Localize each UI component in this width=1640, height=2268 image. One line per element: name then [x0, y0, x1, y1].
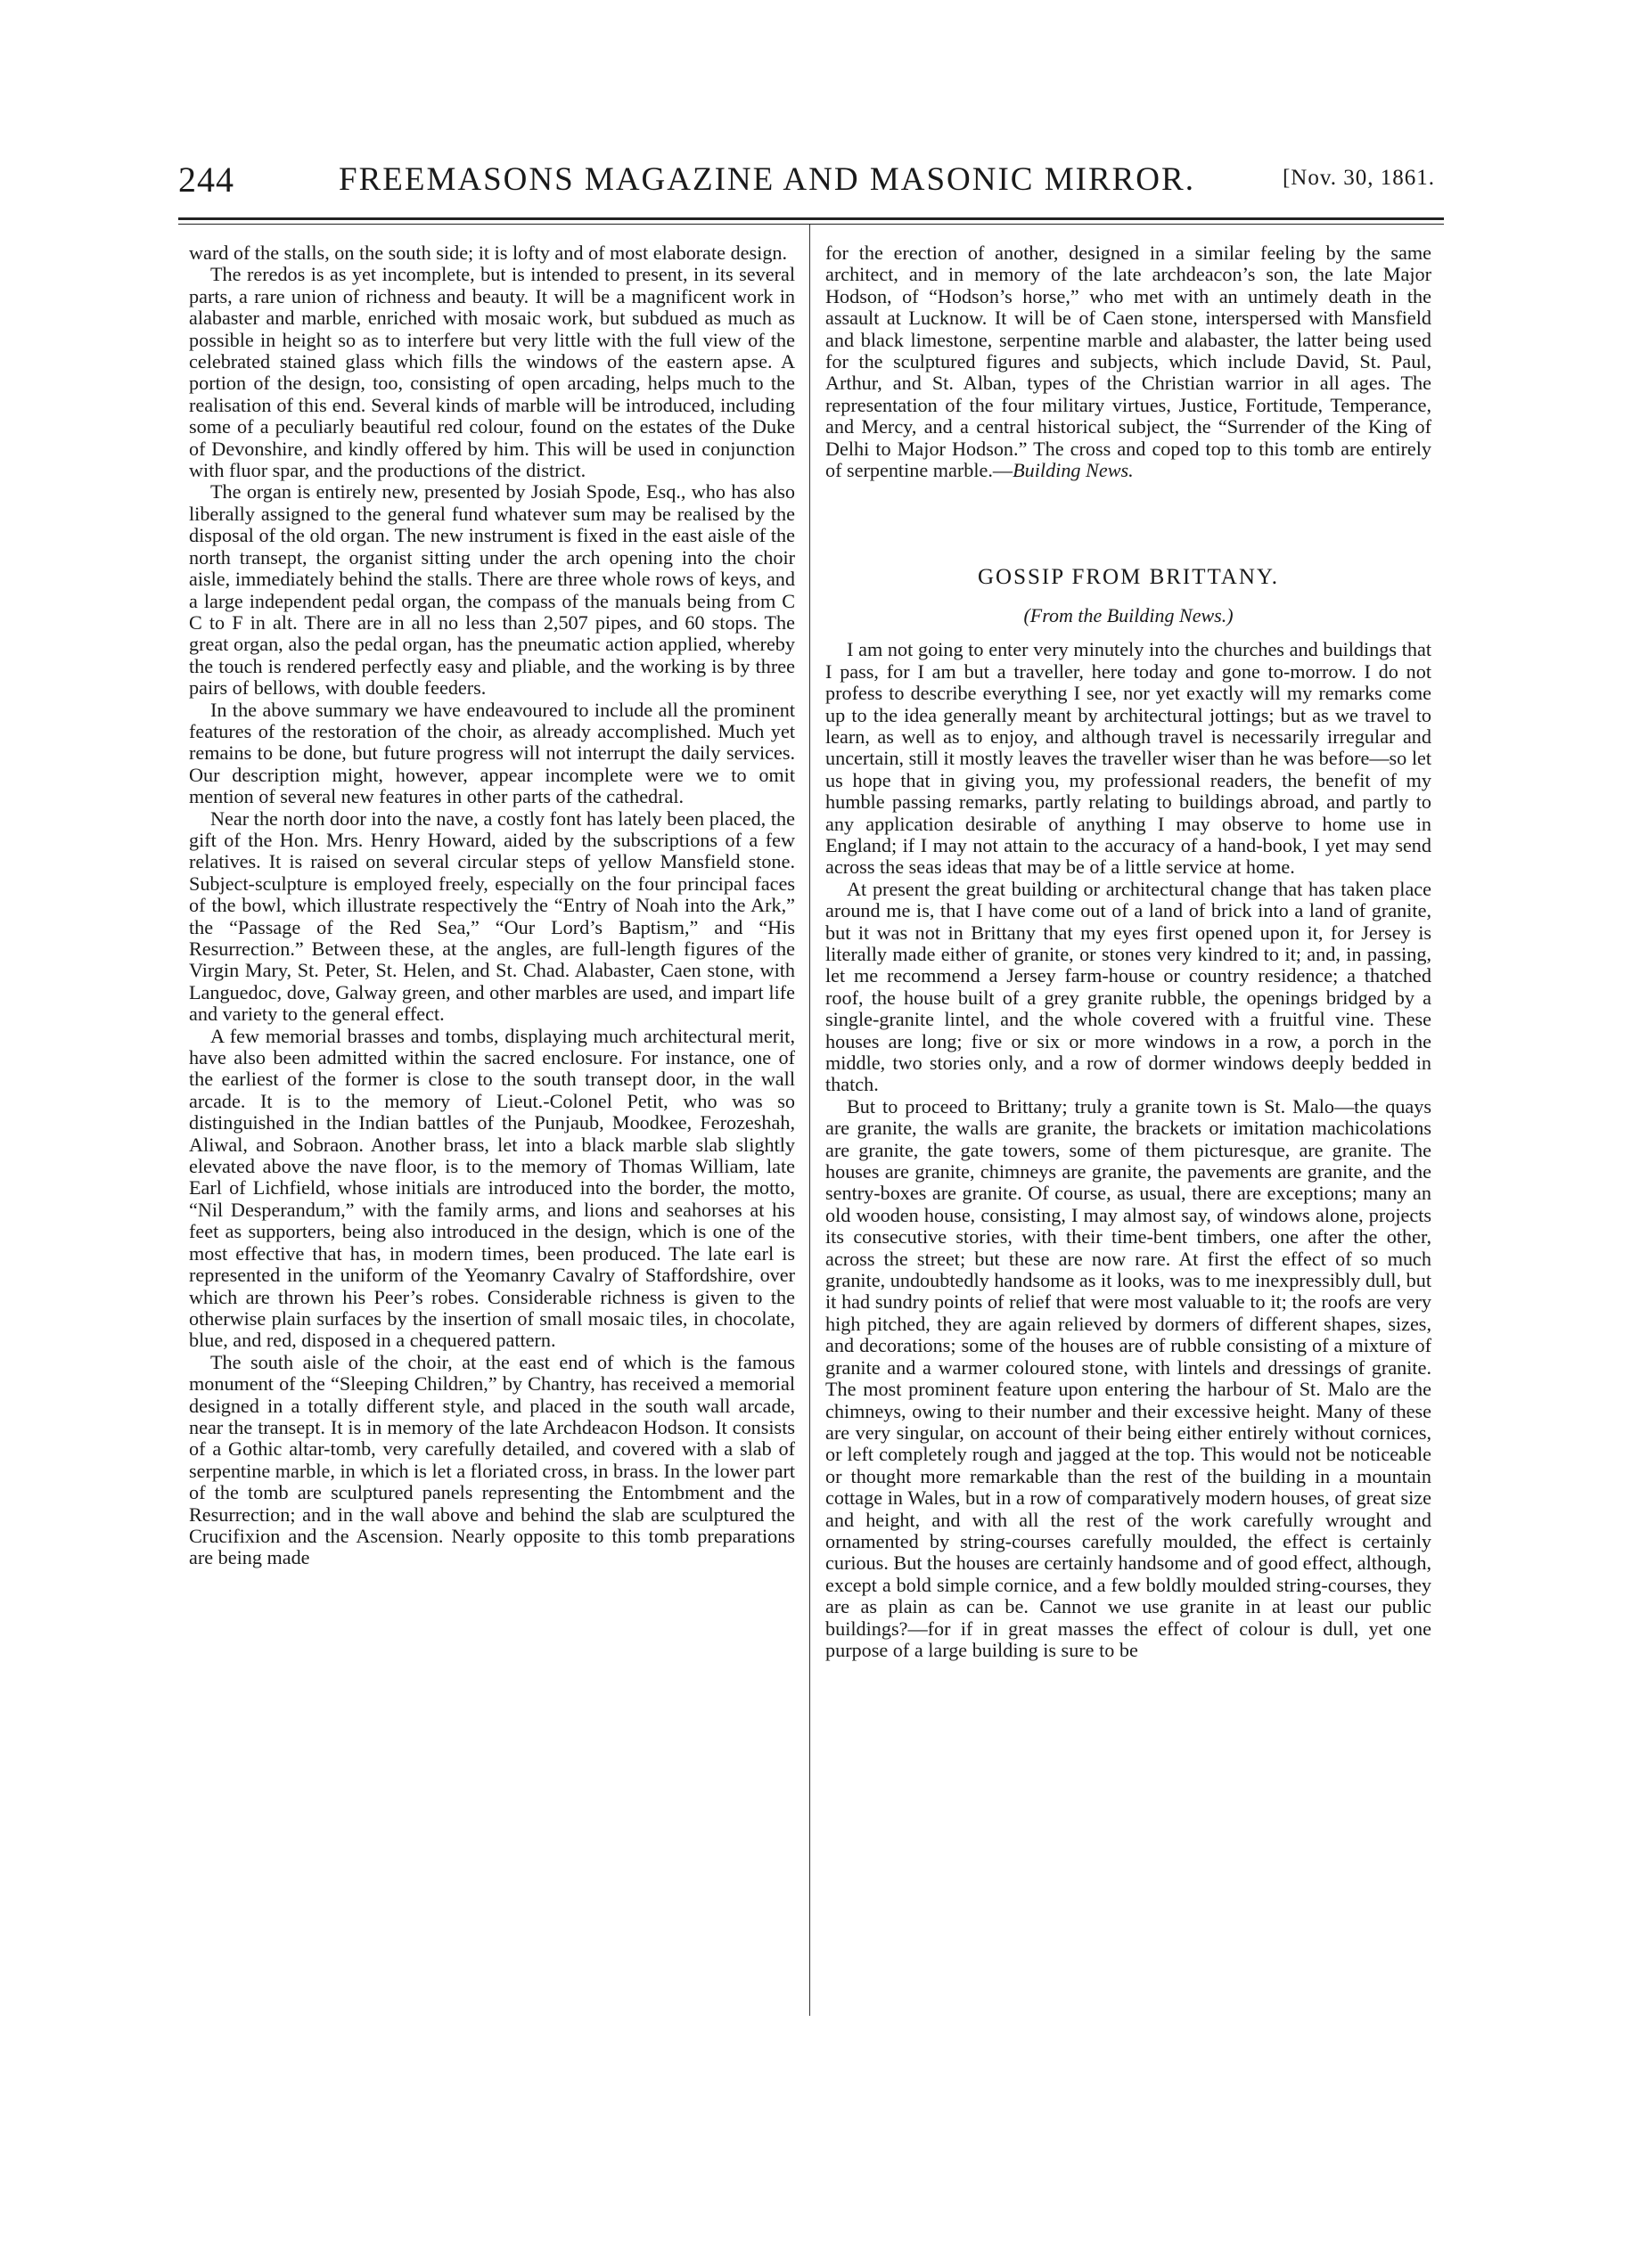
- continued-paragraph: [825, 242, 1431, 481]
- paragraph: The organ is entirely new, presented by Josiah Spode, Esq., who has also liberally assigned to the general fund whatever sum may be realised by the disposal of the old organ. The new instrument is fixed in the east aisle of the north transept, the organist sitting under the arch opening into the choir aisle, immediately behind the stalls. There are three whole rows of keys, and a large independent pedal organ, the compass of the manuals being from C C to F in alt. There are in all no less than 2,507 pipes, and 60 stops. The great organ, also the pedal organ, has the pneumatic action applied, whereby the touch is rendered perfectly easy and pliable, and the working is by three pairs of bellows, with double feeders.: [189, 480, 795, 700]
- article-title: GOSSIP FROM BRITTANY.: [978, 565, 1279, 590]
- paragraph: In the above summary we have endeavoured to include all the prominent features of the restoration of the choir, as already accomplished. Much yet remains to be done, but future progress will not interrupt the daily services. Our description might, however, appear incomplete were we to omit mention of several new features in other parts of the cathedral.: [189, 698, 795, 808]
- magazine-title: FREEMASONS MAGAZINE AND MASONIC MIRROR.: [339, 161, 1195, 198]
- page-header: [178, 159, 1444, 212]
- paragraph: At present the great building or architectural change that has taken place around me is, that I have come out of a land of brick into a land of granite, but it was not in Brittany that my eyes first opened upon it, for Jersey is literally made either of granite, or stones very kindred to it; and, in passing, let me recommend a Jersey farm-house or country residence; a thatched roof, the house built of a grey granite rubble, the openings bridged by a single-granite lintel, and the whole covered with a fruitful vine. These houses are long; five or six or more windows in a row, a porch in the middle, two stories only, and a row of dormer windows deeply bedded in thatch.: [825, 877, 1431, 1096]
- column-divider: [809, 225, 810, 2016]
- source-signoff: Building News.: [1013, 459, 1134, 482]
- continuation-text: for the erection of another, designed in a similar feeling by the same architect, and in memory of the late archdeacon’s son, the late Major Hodson, of “Hodson’s horse,” who met with an untimely death in the assault at Lucknow. It will be of Caen stone, interspersed with Mansfield and black limestone, serpentine marble and alabaster, the latter being used for the sculptured figures and subjects, which include David, St. Paul, Arthur, and St. Alban, types of the Christian warrior in all ages. The representation of the four military virtues, Justice, Fortitude, Temperance, and Mercy, and a central historical subject, the “Surrender of the King of Delhi to Major Hodson.” The cross and coped top to this tomb are entirely of serpentine marble.—: [825, 242, 1431, 482]
- header-rule-thick: [178, 217, 1444, 220]
- paragraph: But to proceed to Brittany; truly a granite town is St. Malo—the quays are granite, the walls are granite, the brackets or imitation machicolations are granite, the gate towers, some of them picturesque, are granite. The houses are granite, chimneys are granite, the pavements are granite, and the sentry-boxes are granite. Of course, as usual, there are exceptions; many an old wooden house, consisting, I may almost say, of windows alone, projects its consecutive stories, with their time-bent timbers, one after the other, across the street; but these are now rare. At first the effect of so much granite, undoubtedly handsome as it looks, was to me inexpressibly dull, but it had sundry points of relief that were most valuable to it; the roofs are very high pitched, they are again relieved by dormers of different shapes, sizes, and decorations; some of the houses are of rubble consisting of a mixture of granite and a warmer coloured stone, with lintels and dressings of granite. The most prominent feature upon entering the harbour of St. Malo are the chimneys, owing to their number and their excessive height. Many of these are very singular, on account of their being either entirely without cornices, or left completely rough and jagged at the top. This would not be noticeable or thought more remarkable than the rest of the building in a mountain cottage in Wales, but in a row of comparatively modern houses, of great size and height, and with all the rest of the work carefully wrought and ornamented by string-courses carefully moulded, the effect is certainly curious. But the houses are certainly handsome and of good effect, although, except a bold simple cornice, and a few boldly moulded string-courses, they are as plain as can be. Cannot we use granite in at least our public buildings?—for if in great masses the effect of colour is dull, yet one purpose of a large building is sure to be: [825, 1094, 1431, 1661]
- left-column: [189, 242, 795, 1569]
- paragraph: Near the north door into the nave, a costly font has lately been placed, the gift of the Hon. Mrs. Henry Howard, aided by the subscriptions of a few relatives. It is raised on several circular steps of yellow Mansfield stone. Subject-sculpture is employed freely, especially on the four principal faces of the bowl, which illustrate respectively the “Entry of Noah into the Ark,” the “Passage of the Red Sea,” “Our Lord’s Baptism,” and “His Resurrection.” Between these, at the angles, are full-length figures of the Virgin Mary, St. Peter, St. Helen, and St. Chad. Alabaster, Caen stone, with Languedoc, dove, Galway green, and other marbles are used, and impart life and variety to the general effect.: [189, 806, 795, 1026]
- page-number: 244: [178, 160, 234, 200]
- paragraph: I am not going to enter very minutely into the churches and buildings that I pass, for I am but a traveller, here today and gone to-morrow. I do not profess to describe everything I see, nor yet exactly will my remarks come up to the idea generally meant by architectural jottings; but as we travel to learn, as well as to enjoy, and although travel is necessarily irregular and uncertain, still it mostly leaves the traveller wiser than he was before—so let us hope that in giving you, my professional readers, the benefit of my humble passing remarks, partly relating to buildings abroad, and partly to any application desirable of anything I may observe to home use in England; if I may not attain to the accuracy of a hand-book, I yet may send across the seas ideas that may be of a little service at home.: [825, 638, 1431, 879]
- header-rule-thin: [178, 224, 1444, 225]
- paragraph: The south aisle of the choir, at the east end of which is the famous monument of the “Sleeping Children,” by Chantry, has received a memorial designed in a totally different style, and placed in the south wall arcade, near the transept. It is in memory of the late Archdeacon Hodson. It consists of a Gothic altar-tomb, very carefully detailed, and covered with a slab of serpentine marble, in which is let a floriated cross, in brass. In the lower part of the tomb are sculptured panels representing the Entombment and the Resurrection; and in the wall above and behind the slab are sculptured the Crucifixion and the Ascension. Nearly opposite to this tomb preparations are being made: [189, 1350, 795, 1569]
- paragraph: ward of the stalls, on the south side; it is lofty and of most elaborate design.: [189, 242, 788, 264]
- paragraph: A few memorial brasses and tombs, displaying much architectural merit, have also been admitted within the sacred enclosure. For instance, one of the earliest of the former is close to the south transept door, in the wall arcade. It is to the memory of Lieut.-Colonel Petit, who was so distinguished in the Indian battles of the Punjaub, Moodkee, Ferozeshah, Aliwal, and Sobraon. Another brass, let into a black marble slab slightly elevated above the nave floor, is to the memory of Thomas William, late Earl of Lichfield, whose initials are introduced into the border, the motto, “Nil Desperandum,” with the family arms, and lions and seahorses at his feet as supporters, being also introduced in the design, which is one of the most effective that has, in modern times, been produced. The late earl is represented in the uniform of the Yeomanry Cavalry of Staffordshire, over which are thrown his Peer’s robes. Considerable richness is given to the otherwise plain surfaces by the insertion of small mosaic tiles, in chocolate, blue, and red, disposed in a chequered pattern.: [189, 1024, 795, 1352]
- issue-date: [Nov. 30, 1861.: [1282, 166, 1435, 190]
- article-source: (From the Building News.): [1023, 603, 1234, 626]
- paragraph: The reredos is as yet incomplete, but is intended to present, in its several parts, a rare union of richness and beauty. It will be a magnificent work in alabaster and marble, enriched with mosaic work, but subdued as much as possible in height so as to interfere but very little with the full view of the celebrated stained glass which fills the windows of the eastern apse. A portion of the design, too, consisting of open arcading, helps much to the realisation of this end. Several kinds of marble will be introduced, including some of a peculiarly beautiful red colour, found on the estates of the Duke of Devonshire, and kindly offered by him. This will be used in conjunction with fluor spar, and the productions of the district.: [189, 263, 795, 482]
- right-column: [825, 242, 1431, 1661]
